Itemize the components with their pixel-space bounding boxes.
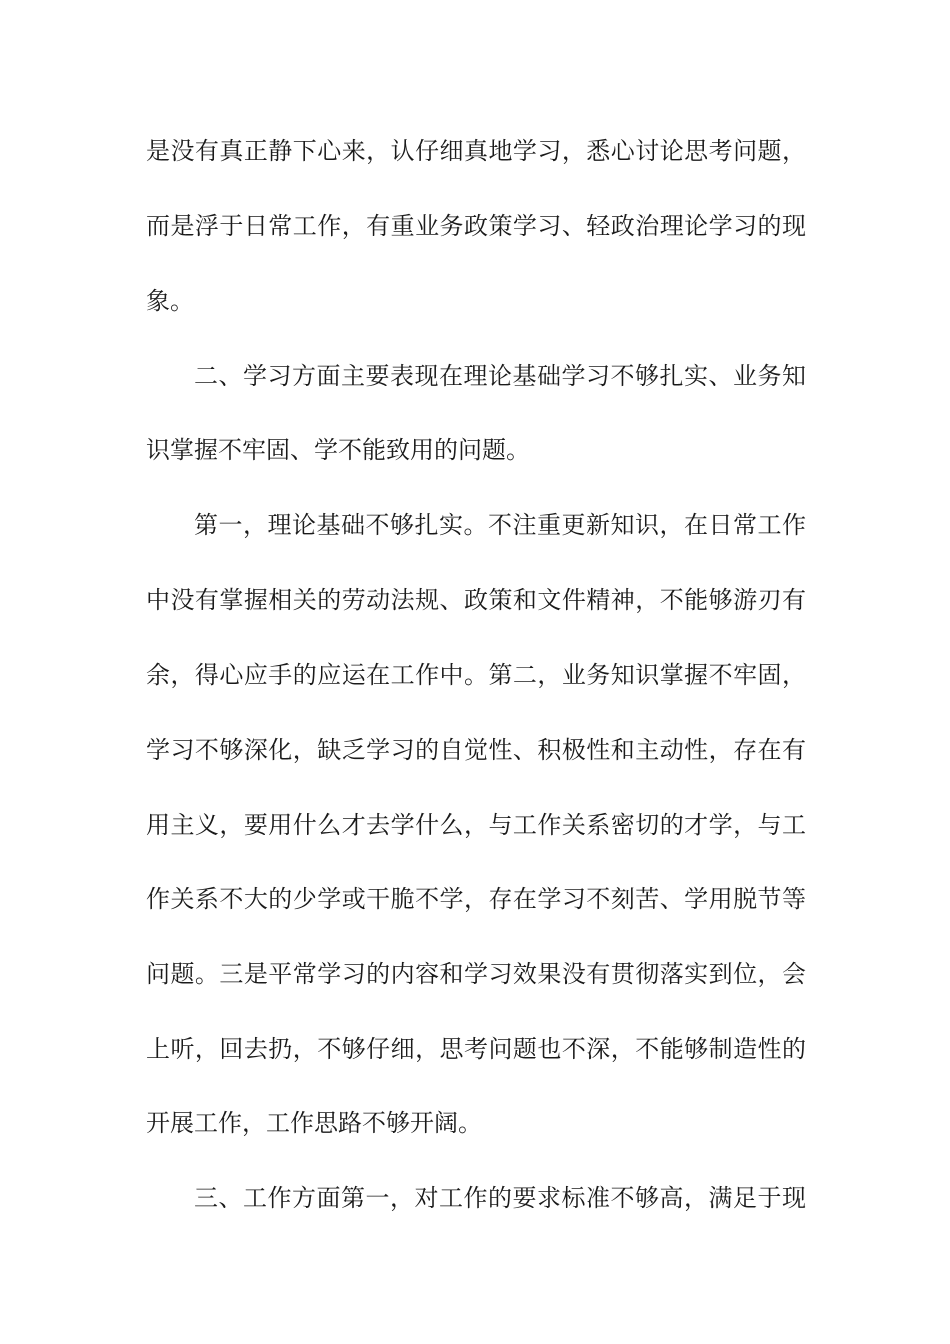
paragraph-3-line-7: 问题。三是平常学习的内容和学习效果没有贯彻落实到位，会 bbox=[146, 960, 806, 988]
paragraph-1-line-3: 象。 bbox=[146, 287, 194, 315]
paragraph-3-line-8: 上听，回去扔，不够仔细，思考问题也不深，不能够制造性的 bbox=[146, 1035, 806, 1063]
paragraph-3-line-2: 中没有掌握相关的劳动法规、政策和文件精神，不能够游刃有 bbox=[146, 586, 806, 614]
paragraph-3-line-6: 作关系不大的少学或干脆不学，存在学习不刻苦、学用脱节等 bbox=[146, 885, 806, 913]
paragraph-2-line-1: 二、学习方面主要表现在理论基础学习不够扎实、业务知 bbox=[194, 362, 806, 390]
paragraph-2-line-2: 识掌握不牢固、学不能致用的问题。 bbox=[146, 436, 530, 464]
paragraph-3-line-5: 用主义，要用什么才去学什么，与工作关系密切的才学，与工 bbox=[146, 811, 806, 839]
paragraph-1-line-2: 而是浮于日常工作，有重业务政策学习、轻政治理论学习的现 bbox=[146, 212, 806, 240]
paragraph-3-line-1: 第一，理论基础不够扎实。不注重更新知识，在日常工作 bbox=[194, 511, 806, 539]
paragraph-3-line-3: 余，得心应手的应运在工作中。第二，业务知识掌握不牢固， bbox=[146, 661, 806, 689]
paragraph-3-line-9: 开展工作，工作思路不够开阔。 bbox=[146, 1109, 482, 1137]
paragraph-4-line-1: 三、工作方面第一，对工作的要求标准不够高，满足于现 bbox=[194, 1184, 806, 1212]
paragraph-3-line-4: 学习不够深化，缺乏学习的自觉性、积极性和主动性，存在有 bbox=[146, 736, 806, 764]
paragraph-1-line-1: 是没有真正静下心来，认仔细真地学习，悉心讨论思考问题， bbox=[146, 137, 806, 165]
